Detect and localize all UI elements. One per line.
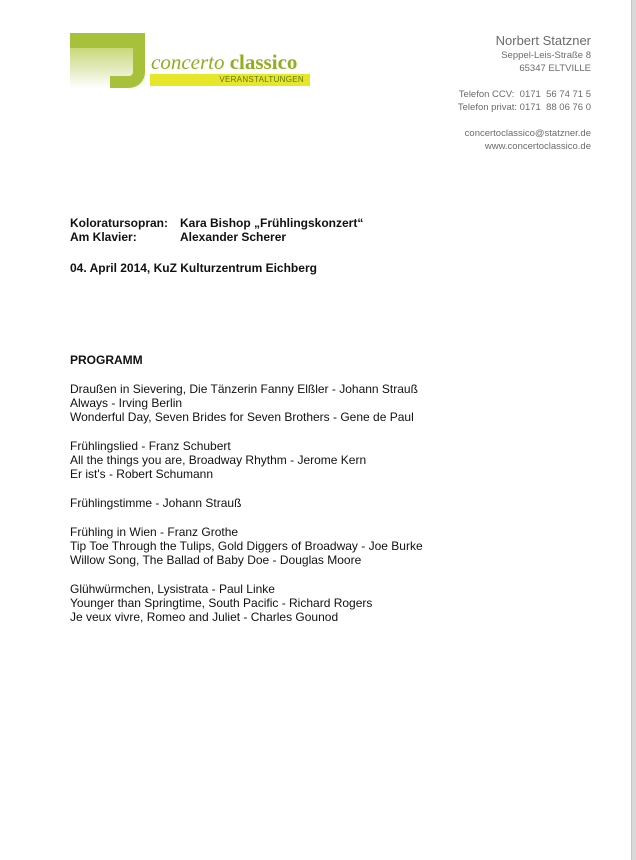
performer-value: Alexander Scherer (180, 230, 287, 244)
program-item: Glühwürmchen, Lysistrata - Paul Linke (70, 582, 275, 596)
program-item: Je veux vivre, Romeo and Juliet - Charles Gounod (70, 610, 339, 624)
phone-private: Telefon privat: 0171 88 06 76 0 (457, 102, 591, 113)
logo-subtitle: VERANSTALTUNGEN (150, 74, 310, 86)
performer-row (70, 230, 590, 244)
logo-word-classico: classico (229, 50, 298, 74)
program-heading: PROGRAMM (70, 353, 143, 367)
program-item: Tip Toe Through the Tulips, Gold Diggers of Broadway - Joe Burke (70, 539, 423, 553)
program-group (70, 382, 590, 424)
program-group (70, 525, 590, 567)
program-item: Draußen in Sievering, Die Tänzerin Fanny Elßler - Johann Strauß (70, 382, 418, 396)
program-item: Frühlingstimme - Johann Strauß (70, 496, 242, 510)
program-item: Always - Irving Berlin (70, 396, 183, 410)
address-block (458, 32, 591, 153)
logo-wordmark (151, 51, 297, 73)
performer-label: Koloratursopran: (70, 216, 169, 230)
program-item: Willow Song, The Ballad of Baby Doe - Douglas Moore (70, 553, 362, 567)
document-body (70, 216, 590, 624)
performer-label: Am Klavier: (70, 230, 137, 244)
program-item: Er ist's - Robert Schumann (70, 467, 214, 481)
program-item: Frühling in Wien - Franz Grothe (70, 525, 239, 539)
program-item: Wonderful Day, Seven Brides for Seven Brothers - Gene de Paul (70, 410, 414, 424)
logo-hook-shape (110, 33, 145, 88)
program-item: Younger than Springtime, South Pacific - Richard Rogers (70, 596, 373, 610)
sender-street: Seppel-Leis-Straße 8 (501, 50, 591, 61)
email-link[interactable]: concertoclassico@statzner.de (464, 128, 591, 139)
program-item: All the things you are, Broadway Rhythm - Jerome Kern (70, 453, 367, 467)
sender-city: 65347 ELTVILLE (519, 63, 591, 74)
page-edge (631, 0, 636, 860)
performer-value: Kara Bishop „Frühlingskonzert“ (180, 216, 364, 230)
performer-row (70, 216, 590, 230)
logo-word-concerto: concerto (151, 50, 225, 74)
program-group (70, 582, 590, 624)
program-group (70, 439, 590, 481)
phone-ccv: Telefon CCV: 0171 56 74 71 5 (458, 89, 591, 100)
logo (0, 0, 320, 100)
event-date-venue: 04. April 2014, KuZ Kulturzentrum Eichberg (70, 261, 317, 275)
website-link[interactable]: www.concertoclassico.de (484, 141, 591, 152)
program-item: Frühlingslied - Franz Schubert (70, 439, 231, 453)
sender-name: Norbert Statzner (495, 33, 591, 48)
program-group (70, 496, 590, 510)
